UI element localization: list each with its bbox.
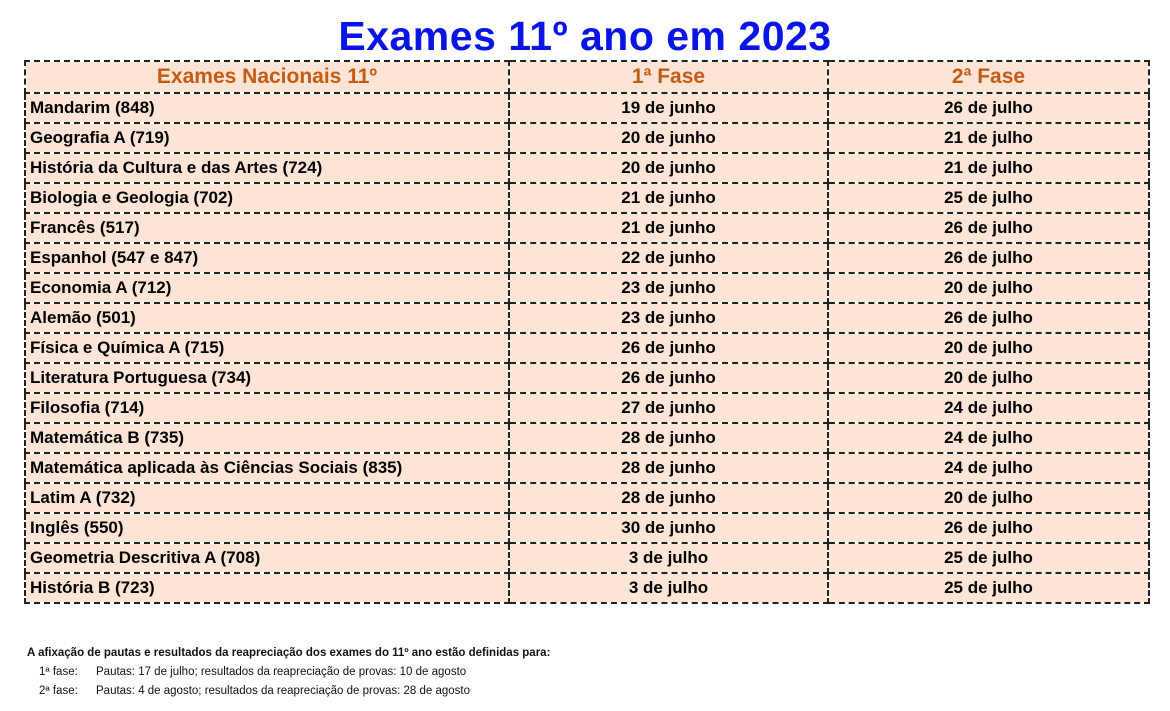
column-header-fase2: 2ª Fase [828, 61, 1149, 93]
notes-intro: A afixação de pautas e resultados da reapreciação dos exames do 11º ano estão definidas para: [27, 647, 551, 659]
subject-cell: Mandarim (848) [25, 93, 509, 123]
subject-cell: Alemão (501) [25, 303, 509, 333]
fase1-date-cell: 27 de junho [509, 393, 828, 423]
subject-cell: Francês (517) [25, 213, 509, 243]
fase1-date-cell: 23 de junho [509, 273, 828, 303]
subject-cell: Filosofia (714) [25, 393, 509, 423]
fase1-date-cell: 19 de junho [509, 93, 828, 123]
fase2-date-cell: 26 de julho [828, 513, 1149, 543]
table-row [25, 243, 1149, 273]
fase2-date-cell: 25 de julho [828, 543, 1149, 573]
fase1-date-cell: 20 de junho [509, 153, 828, 183]
fase2-date-cell: 25 de julho [828, 573, 1149, 603]
notes-line-fase2 [27, 682, 550, 701]
notes-label-fase1: 1ª fase: [39, 666, 78, 678]
fase1-date-cell: 30 de junho [509, 513, 828, 543]
table-row [25, 483, 1149, 513]
subject-cell: Inglês (550) [25, 513, 509, 543]
subject-cell: Literatura Portuguesa (734) [25, 363, 509, 393]
fase1-date-cell: 26 de junho [509, 363, 828, 393]
table-row [25, 93, 1149, 123]
fase2-date-cell: 25 de julho [828, 183, 1149, 213]
fase2-date-cell: 24 de julho [828, 393, 1149, 423]
fase1-date-cell: 22 de junho [509, 243, 828, 273]
table-row [25, 363, 1149, 393]
fase2-date-cell: 24 de julho [828, 453, 1149, 483]
notes-line-fase1 [27, 663, 550, 682]
subject-cell: História B (723) [25, 573, 509, 603]
notes-text-fase2: Pautas: 4 de agosto; resultados da reapreciação de provas: 28 de agosto [96, 685, 471, 697]
fase2-date-cell: 24 de julho [828, 423, 1149, 453]
table-row [25, 183, 1149, 213]
exam-schedule-table [24, 60, 1150, 604]
table-row [25, 513, 1149, 543]
fase2-date-cell: 26 de julho [828, 303, 1149, 333]
fase2-date-cell: 20 de julho [828, 363, 1149, 393]
fase1-date-cell: 3 de julho [509, 573, 828, 603]
fase1-date-cell: 28 de junho [509, 423, 828, 453]
fase2-date-cell: 26 de julho [828, 243, 1149, 273]
notes-label-fase2: 2ª fase: [39, 685, 78, 697]
table-row [25, 423, 1149, 453]
fase1-date-cell: 21 de junho [509, 183, 828, 213]
table-row [25, 303, 1149, 333]
subject-cell: História da Cultura e das Artes (724) [25, 153, 509, 183]
subject-cell: Biologia e Geologia (702) [25, 183, 509, 213]
fase1-date-cell: 3 de julho [509, 543, 828, 573]
table-row [25, 453, 1149, 483]
table-row [25, 543, 1149, 573]
table-row [25, 153, 1149, 183]
table-row [25, 573, 1149, 603]
fase1-date-cell: 21 de junho [509, 213, 828, 243]
notes-text-fase1: Pautas: 17 de julho; resultados da reapreciação de provas: 10 de agosto [96, 666, 467, 678]
fase2-date-cell: 20 de julho [828, 483, 1149, 513]
table-row [25, 273, 1149, 303]
subject-cell: Espanhol (547 e 847) [25, 243, 509, 273]
fase2-date-cell: 26 de julho [828, 213, 1149, 243]
table-row [25, 393, 1149, 423]
fase1-date-cell: 23 de junho [509, 303, 828, 333]
subject-cell: Latim A (732) [25, 483, 509, 513]
page-title: Exames 11º ano em 2023 [338, 13, 832, 59]
fase1-date-cell: 28 de junho [509, 483, 828, 513]
column-header-subject: Exames Nacionais 11º [25, 61, 509, 93]
table-row [25, 333, 1149, 363]
fase1-date-cell: 20 de junho [509, 123, 828, 153]
fase2-date-cell: 20 de julho [828, 333, 1149, 363]
subject-cell: Geometria Descritiva A (708) [25, 543, 509, 573]
fase1-date-cell: 26 de junho [509, 333, 828, 363]
fase2-date-cell: 21 de julho [828, 123, 1149, 153]
subject-cell: Geografia A (719) [25, 123, 509, 153]
subject-cell: Física e Química A (715) [25, 333, 509, 363]
subject-cell: Matemática B (735) [25, 423, 509, 453]
table-header-row [25, 61, 1149, 93]
column-header-fase1: 1ª Fase [509, 61, 828, 93]
table-row [25, 123, 1149, 153]
subject-cell: Matemática aplicada às Ciências Sociais (835) [25, 453, 509, 483]
notes-section [27, 644, 550, 701]
fase2-date-cell: 20 de julho [828, 273, 1149, 303]
fase1-date-cell: 28 de junho [509, 453, 828, 483]
subject-cell: Economia A (712) [25, 273, 509, 303]
fase2-date-cell: 26 de julho [828, 93, 1149, 123]
fase2-date-cell: 21 de julho [828, 153, 1149, 183]
table-row [25, 213, 1149, 243]
